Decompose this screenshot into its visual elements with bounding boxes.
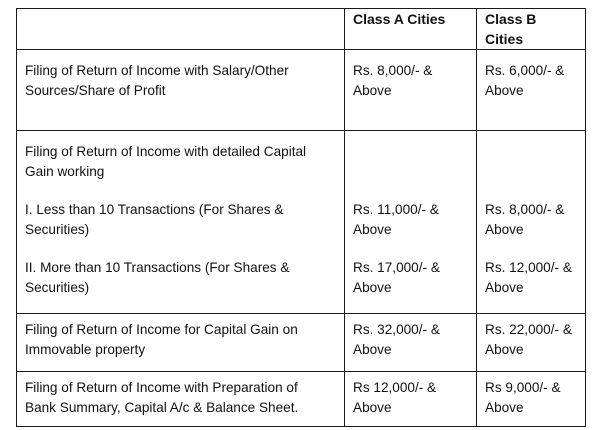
class-b-price: Rs. 12,000/- & [485, 260, 572, 275]
class-a-price: Rs. 11,000/- & [353, 202, 439, 217]
header-class-a: Class A Cities [345, 9, 477, 50]
header-service [17, 9, 345, 50]
class-b-price: Above [485, 83, 524, 98]
service-cell [17, 131, 345, 314]
sub-item-text: Securities) [25, 222, 90, 237]
table-row [17, 50, 586, 131]
service-text: Filing of Return of Income with detailed Capital [25, 144, 307, 159]
class-a-price: Rs 12,000/- & [353, 380, 437, 395]
service-cell [17, 372, 345, 427]
class-b-price: Above [485, 400, 524, 415]
class-a-cell [345, 314, 477, 372]
fee-table [16, 8, 586, 427]
class-a-price: Above [353, 222, 392, 237]
class-a-price: Above [353, 342, 392, 357]
class-b-cell [477, 50, 586, 131]
class-b-price: Rs. 6,000/- & [485, 63, 565, 78]
service-text: Filing of Return of Income with Preparation of [25, 380, 298, 395]
class-a-price: Rs. 17,000/- & [353, 260, 440, 275]
sub-item-text: I. Less than 10 Transactions (For Shares & [25, 202, 284, 217]
header-row [17, 9, 586, 50]
service-text: Gain working [25, 164, 105, 179]
sub-item-text: Securities) [25, 280, 90, 295]
class-a-price: Above [353, 83, 392, 98]
class-a-cell [345, 50, 477, 131]
service-text: Sources/Share of Profit [25, 83, 166, 98]
class-a-price: Above [353, 280, 392, 295]
service-cell [17, 50, 345, 131]
sub-item-text: II. More than 10 Transactions (For Shares & [25, 260, 290, 275]
class-b-price: Above [485, 222, 524, 237]
table-row [17, 372, 586, 427]
header-class-b: Class B Cities [477, 9, 586, 50]
class-a-cell [345, 131, 477, 314]
table-row [17, 131, 586, 314]
class-a-price: Rs. 32,000/- & [353, 322, 440, 337]
class-b-price: Rs. 8,000/- & [485, 202, 565, 217]
service-text: Filing of Return of Income for Capital Gain on [25, 322, 298, 337]
service-text: Filing of Return of Income with Salary/Other [25, 63, 289, 78]
class-b-price: Rs 9,000/- & [485, 380, 561, 395]
class-a-cell [345, 372, 477, 427]
class-b-price: Rs. 22,000/- & [485, 322, 572, 337]
class-b-price: Above [485, 280, 524, 295]
class-b-cell [477, 131, 586, 314]
class-b-cell [477, 314, 586, 372]
class-b-price: Above [485, 342, 524, 357]
service-cell [17, 314, 345, 372]
class-b-cell [477, 372, 586, 427]
class-a-price: Above [353, 400, 392, 415]
table-row [17, 314, 586, 372]
service-text: Bank Summary, Capital A/c & Balance Sheet. [25, 400, 299, 415]
service-text: Immovable property [25, 342, 146, 357]
class-a-price: Rs. 8,000/- & [353, 63, 433, 78]
